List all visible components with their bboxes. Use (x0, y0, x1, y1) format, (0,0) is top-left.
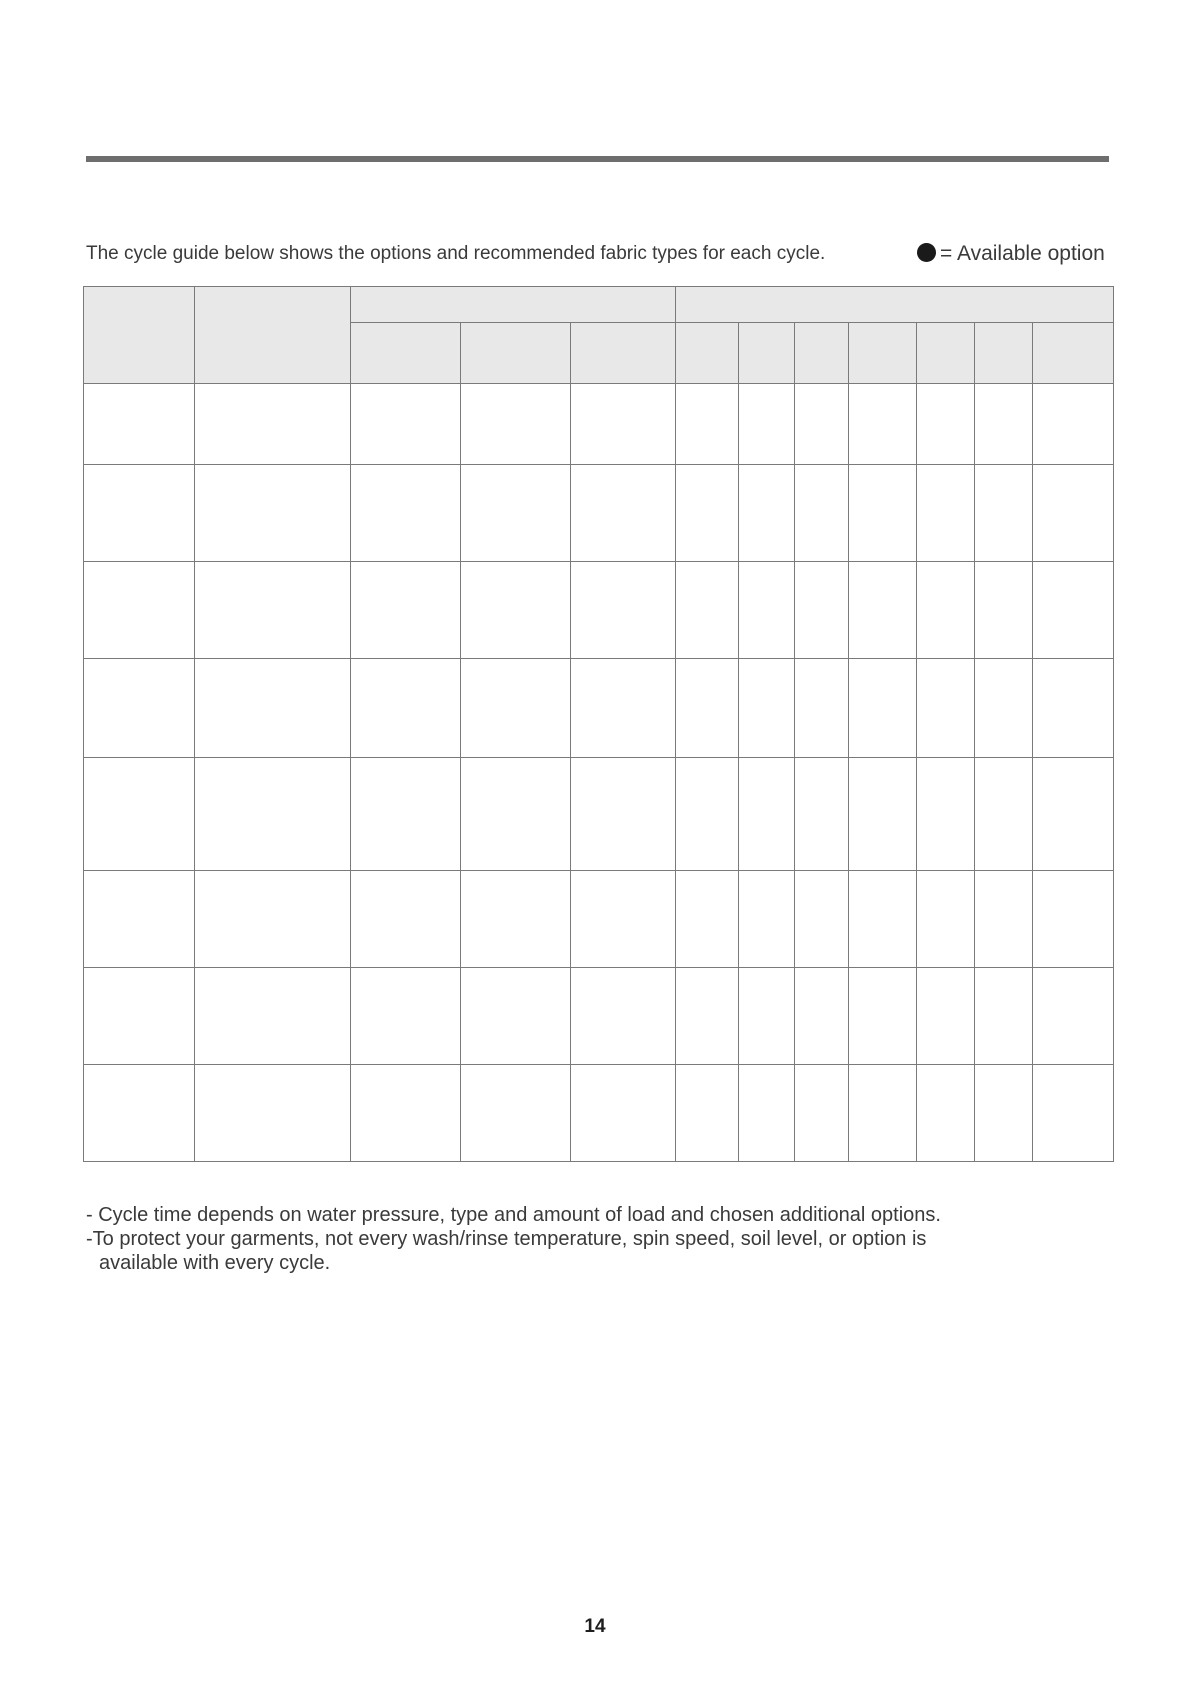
table-cell (84, 1065, 195, 1162)
note-line-3: available with every cycle. (99, 1252, 331, 1274)
table-cell (676, 758, 739, 871)
table-cell (849, 659, 917, 758)
table-cell (975, 758, 1033, 871)
note-line-2: -To protect your garments, not every wash/rinse temperature, spin speed, soil level, or option is (86, 1228, 927, 1250)
table-cell (571, 1065, 676, 1162)
table-cell (351, 465, 461, 562)
header-group-1 (351, 287, 676, 323)
table-cell (195, 1065, 351, 1162)
table-cell (676, 659, 739, 758)
table-cell (84, 758, 195, 871)
table-cell (1033, 465, 1114, 562)
table-cell (1033, 659, 1114, 758)
table-cell (676, 871, 739, 968)
table-cell (975, 968, 1033, 1065)
table-cell (849, 1065, 917, 1162)
table-cell (571, 465, 676, 562)
table-cell (917, 465, 975, 562)
table-cell (676, 562, 739, 659)
table-cell (351, 384, 461, 465)
table-cell (571, 562, 676, 659)
table-cell (571, 968, 676, 1065)
sub-header-cell (676, 323, 739, 384)
intro-text: The cycle guide below shows the options and recommended fabric types for each cycle. (86, 243, 826, 264)
filled-circle-icon (917, 243, 936, 262)
sub-header-cell (795, 323, 849, 384)
header-cell-cycle (84, 287, 195, 384)
table-cell (1033, 384, 1114, 465)
table-cell (1033, 1065, 1114, 1162)
table-cell (195, 871, 351, 968)
table-cell (351, 758, 461, 871)
page-number: 14 (584, 1616, 606, 1637)
table-cell (739, 871, 795, 968)
table-cell (84, 871, 195, 968)
table-cell (739, 465, 795, 562)
table-cell (739, 758, 795, 871)
table-cell (795, 465, 849, 562)
table-cell (917, 871, 975, 968)
table-cell (739, 562, 795, 659)
top-rule (86, 156, 1109, 162)
table-cell (849, 562, 917, 659)
sub-header-cell (739, 323, 795, 384)
table-cell (676, 465, 739, 562)
table-cell (849, 758, 917, 871)
table-cell (1033, 968, 1114, 1065)
table-cell (849, 968, 917, 1065)
table-cell (975, 659, 1033, 758)
header-cell-fabric (195, 287, 351, 384)
cycle-guide-table (83, 286, 1114, 1162)
note-line-1: - Cycle time depends on water pressure, type and amount of load and chosen additional options. (86, 1204, 941, 1226)
table-cell (195, 384, 351, 465)
table-cell (351, 562, 461, 659)
table-cell (739, 659, 795, 758)
table-cell (351, 659, 461, 758)
table-cell (849, 384, 917, 465)
table-cell (739, 1065, 795, 1162)
table-cell (461, 562, 571, 659)
table-cell (975, 384, 1033, 465)
table-header-row-1 (84, 287, 1114, 323)
table-cell (84, 968, 195, 1065)
table-row (84, 758, 1114, 871)
table-cell (461, 968, 571, 1065)
table-row (84, 1065, 1114, 1162)
table-cell (84, 384, 195, 465)
table-cell (571, 758, 676, 871)
table-cell (676, 968, 739, 1065)
table-row (84, 562, 1114, 659)
table-cell (975, 562, 1033, 659)
table-cell (195, 562, 351, 659)
table-cell (461, 1065, 571, 1162)
sub-header-cell (917, 323, 975, 384)
table-cell (917, 659, 975, 758)
table-cell (795, 659, 849, 758)
table-cell (351, 1065, 461, 1162)
table-body (84, 384, 1114, 1162)
header-group-2 (676, 287, 1114, 323)
table-row (84, 659, 1114, 758)
table-cell (461, 659, 571, 758)
table-cell (571, 384, 676, 465)
table-cell (917, 562, 975, 659)
table-cell (1033, 871, 1114, 968)
table-cell (195, 758, 351, 871)
table-cell (571, 659, 676, 758)
table-cell (461, 465, 571, 562)
legend (917, 240, 1105, 268)
table-cell (676, 384, 739, 465)
table-cell (84, 465, 195, 562)
notes (86, 1203, 1106, 1275)
sub-header-cell (849, 323, 917, 384)
table-cell (571, 871, 676, 968)
table-cell (795, 871, 849, 968)
table-cell (795, 968, 849, 1065)
table-cell (351, 968, 461, 1065)
table-cell (195, 659, 351, 758)
table-cell (739, 384, 795, 465)
table-row (84, 871, 1114, 968)
table-cell (795, 1065, 849, 1162)
table-cell (975, 871, 1033, 968)
table-cell (1033, 758, 1114, 871)
sub-header-cell (351, 323, 461, 384)
table-row (84, 384, 1114, 465)
table-cell (739, 968, 795, 1065)
table-cell (975, 465, 1033, 562)
table-cell (795, 562, 849, 659)
sub-header-cell (975, 323, 1033, 384)
table-cell (917, 758, 975, 871)
table-cell (84, 659, 195, 758)
table-cell (917, 384, 975, 465)
table-cell (917, 1065, 975, 1162)
sub-header-cell (571, 323, 676, 384)
table-cell (795, 384, 849, 465)
table-cell (195, 968, 351, 1065)
table-cell (351, 871, 461, 968)
legend-text: = Available option (940, 242, 1105, 265)
table-cell (461, 384, 571, 465)
table-cell (849, 871, 917, 968)
table-cell (849, 465, 917, 562)
table-cell (676, 1065, 739, 1162)
table-cell (975, 1065, 1033, 1162)
table-cell (84, 562, 195, 659)
table-cell (461, 758, 571, 871)
sub-header-cell (461, 323, 571, 384)
table-cell (461, 871, 571, 968)
sub-header-cell (1033, 323, 1114, 384)
intro-line (86, 240, 1126, 268)
table-cell (795, 758, 849, 871)
table-row (84, 968, 1114, 1065)
table-cell (195, 465, 351, 562)
table-row (84, 465, 1114, 562)
table-cell (1033, 562, 1114, 659)
table-cell (917, 968, 975, 1065)
